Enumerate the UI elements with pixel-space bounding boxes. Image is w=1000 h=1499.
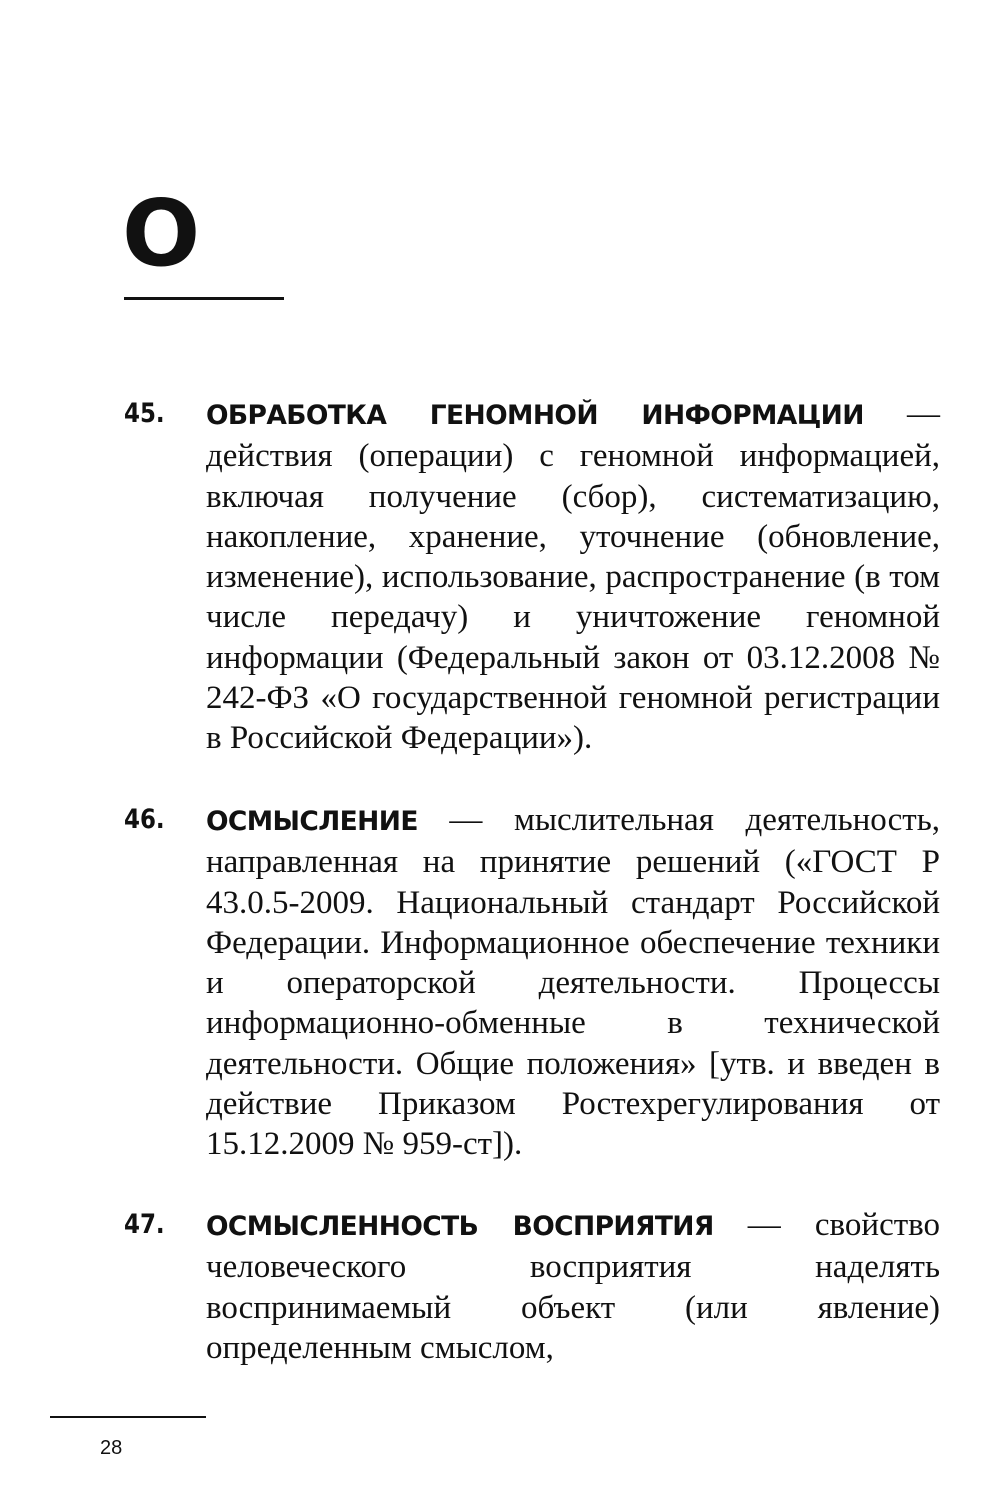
entry-definition: — действия (операции) с геномной информацией, включая получение (сбор), систематизацию, накопление, хранение, уточнение (обновление, изменение), использование, распространение (в том числе передачу) и уничтожение геномной информации (Федеральный закон от 03.12.2008 № 242-ФЗ «О государственной геномной регистрации в Российской Федерации»).	[206, 396, 940, 757]
entry-term: ОСМЫСЛЕННОСТЬ ВОСПРИЯТИЯ	[206, 1211, 714, 1242]
glossary-entry	[124, 1205, 940, 1368]
entry-term: ОБРАБОТКА ГЕНОМНОЙ ИНФОРМАЦИИ	[206, 400, 864, 431]
glossary-entry	[124, 800, 940, 1165]
glossary-entry	[124, 394, 940, 759]
entry-term: ОСМЫСЛЕНИЕ	[206, 806, 418, 837]
entry-number: 46.	[124, 804, 165, 835]
entry-body	[206, 1205, 940, 1368]
entry-number: 45.	[124, 398, 165, 429]
section-divider	[124, 297, 284, 300]
page-number: 28	[100, 1437, 123, 1459]
entry-body	[206, 800, 940, 1165]
section-letter: О	[122, 180, 201, 287]
entry-definition: — мыслительная деятельность, направленная на принятие решений («ГОСТ Р 43.0.5-2009. Национальный стандарт Российской Федерации. Информационное обеспечение техники и операторской деятельности. Процессы информационно-обменные в технической деятельности. Общие положения» [утв. и введен в действие Приказом Ростехрегулирования от 15.12.2009 № 959-ст]).	[206, 802, 940, 1163]
entry-number: 47.	[124, 1209, 165, 1240]
entry-body	[206, 394, 940, 759]
footer-divider	[50, 1416, 206, 1418]
entry-definition: — свойство человеческого восприятия наделять воспринимаемый объект (или явление) определенным смыслом,	[206, 1207, 940, 1366]
